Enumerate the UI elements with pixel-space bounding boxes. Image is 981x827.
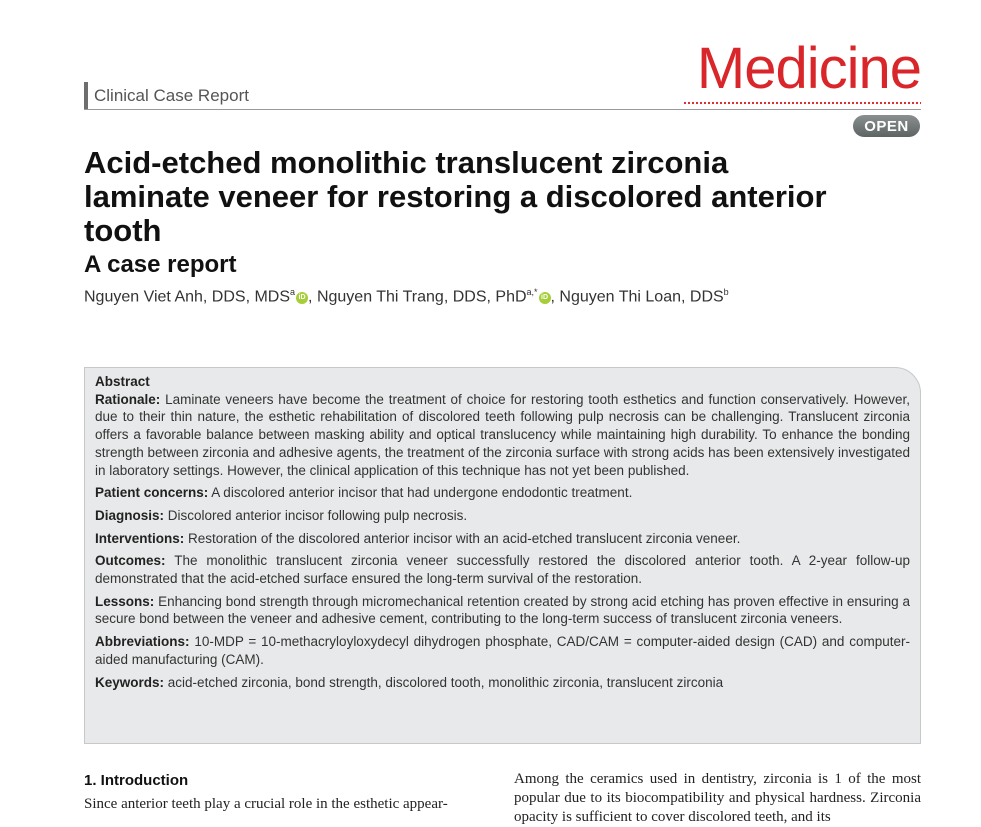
lessons-label: Lessons: [95,593,155,609]
author-name[interactable]: Nguyen Viet Anh, DDS, MDS [84,288,291,306]
abstract-rationale [95,391,910,480]
section-label: Clinical Case Report [94,86,249,105]
abbreviations-text: 10-MDP = 10-methacryloyloxydecyl dihydrogen phosphate, CAD/CAM = computer-aided design (CAD) and computer-aided manufacturing (CAM). [95,634,910,667]
author-affiliation: a,* [526,287,538,297]
interventions-text: Restoration of the discolored anterior incisor with an acid-etched translucent zirconia veneer. [188,530,741,546]
right-column-text: Among the ceramics used in dentistry, zirconia is 1 of the most popular due to its biocompatibility and physical hardness. Zirconia opacity is sufficient to cover discolored teeth, and its [514,771,921,825]
left-column-text: Since anterior teeth play a crucial role in the esthetic appear- [84,796,448,812]
lessons-text: Enhancing bond strength through micromechanical retention created by strong acid etching has proven effective in ensuring a secure bond between the veneer and adhesive cement, contributing to the long-term success of translucent zirconia veneers. [95,593,910,627]
rationale-label: Rationale: [95,391,161,407]
author-name[interactable]: Nguyen Thi Loan, DDS [559,288,724,306]
article-title: Acid-etched monolithic translucent zirconia laminate veneer for restoring a discolored anterior tooth [84,145,827,248]
abstract-diagnosis [95,507,910,525]
journal-logo-dots [683,101,921,105]
introduction-heading: 1. Introduction [84,772,189,789]
diagnosis-label: Diagnosis: [95,507,165,523]
outcomes-label: Outcomes: [95,553,166,569]
author-separator: , [550,288,560,306]
abstract-heading: Abstract [95,374,150,389]
journal-logo: Medicine [696,36,921,101]
orcid-icon[interactable]: iD [539,292,551,304]
outcomes-text: The monolithic translucent zirconia veneer successfully restored the discolored anterior tooth. A 2-year follow-up demonstrated that the acid-etched surface ensured the long-term survival of the restoration. [95,553,910,587]
interventions-label: Interventions: [95,530,185,546]
orcid-icon[interactable]: iD [296,292,308,304]
keywords-text: acid-etched zirconia, bond strength, discolored tooth, monolithic zirconia, translucent zirconia [167,674,724,690]
abstract-abbreviations [95,633,910,668]
header-rule [84,109,921,110]
article-subtitle: A case report [84,251,237,278]
author-name[interactable]: Nguyen Thi Trang, DDS, PhD [316,288,527,306]
author-affiliation: b [723,287,729,297]
concerns-label: Patient concerns: [95,485,209,501]
section-tag-bar [84,82,88,110]
abstract-outcomes [95,552,910,587]
concerns-text: A discolored anterior incisor that had undergone endodontic treatment. [211,485,633,501]
author-affiliation: a [290,287,296,297]
abstract-lessons [95,593,910,628]
abstract-interventions [95,530,910,548]
section-tag [84,82,249,110]
abstract-box [84,367,921,744]
abstract-keywords [95,674,910,692]
diagnosis-text: Discolored anterior incisor following pulp necrosis. [167,507,468,523]
open-access-badge: OPEN [853,115,920,137]
author-list [84,287,729,306]
rationale-text: Laminate veneers have become the treatment of choice for restoring tooth esthetics and function conservatively. However, due to their thin nature, the esthetic rehabilitation of discolored teeth following pulp necrosis can be challenging. Translucent zirconia offers a favorable balance between masking ability and optical translucency while maintaining high durability. To enhance the bonding strength between zirconia and adhesive agents, the treatment of the zirconia surface with strong acids has been extensively investigated in laboratory settings. However, the clinical application of this technique has not yet been published. [95,391,910,478]
abstract-concerns [95,484,910,502]
author-separator: , [308,288,317,306]
abbreviations-label: Abbreviations: [95,634,190,650]
keywords-label: Keywords: [95,674,165,690]
